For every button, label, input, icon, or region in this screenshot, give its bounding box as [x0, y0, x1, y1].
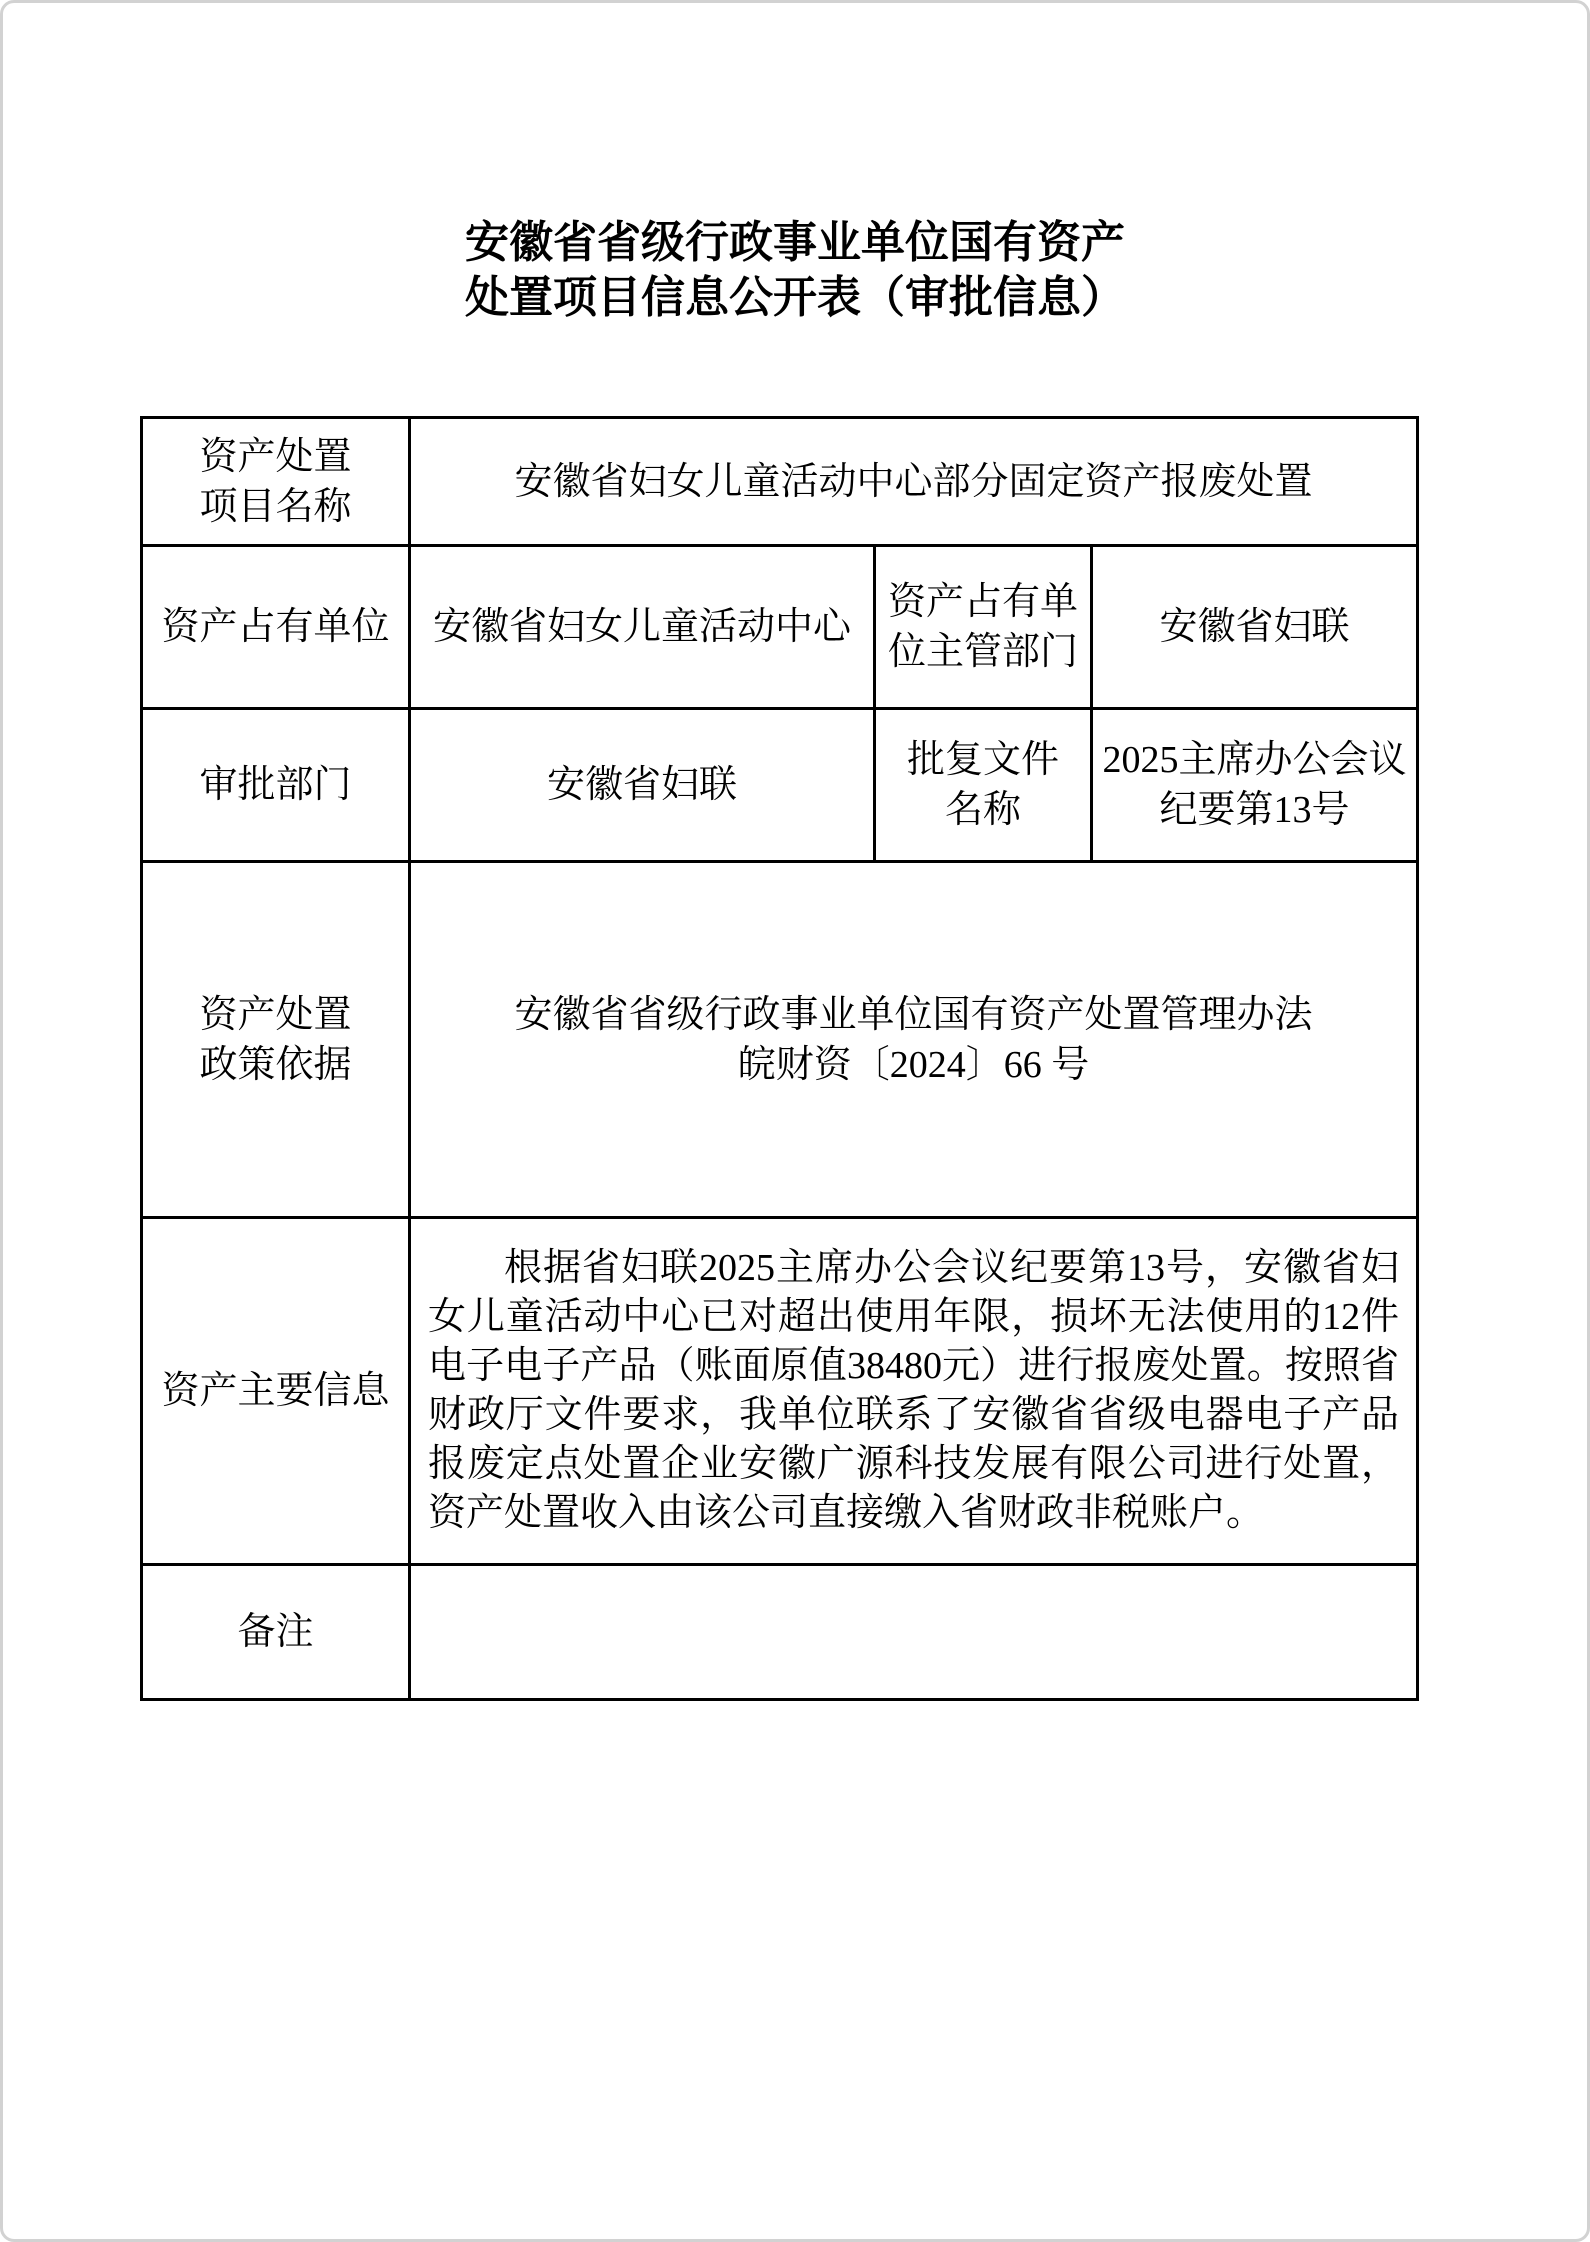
label-line: 批复文件	[906, 739, 1059, 781]
label-line: 名称	[944, 789, 1021, 831]
supervisor-dept-label	[875, 546, 1092, 709]
value-line: 安徽省省级行政事业单位国有资产处置管理办法	[514, 993, 1313, 1036]
occupying-unit-value: 安徽省妇女儿童活动中心	[410, 546, 875, 709]
page-title-line-1: 安徽省省级行政事业单位国有资产	[465, 218, 1125, 267]
asset-info-paragraph: 根据省妇联2025主席办公会议纪要第13号，安徽省妇女儿童活动中心已对超出使用年限，损坏无法使用的12件电子电子产品（账面原值38480元）进行报废处置。按照省财政厅文件要求，我单位联系了安徽省省级电器电子产品报废定点处置企业安徽广源科技发展有限公司进行处置，资产处置收入由该公司直接缴入省财政非税账户。	[428, 1247, 1400, 1534]
row-remarks	[142, 1565, 1418, 1700]
info-table	[140, 416, 1419, 1701]
value-line: 皖财资〔2024〕66 号	[737, 1043, 1090, 1086]
approval-doc-value	[1092, 709, 1418, 862]
row-policy-basis	[142, 862, 1418, 1218]
row-approval-dept	[142, 709, 1418, 862]
label-line: 项目名称	[199, 485, 352, 528]
label-line: 资产占有单	[887, 581, 1078, 623]
occupying-unit-label: 资产占有单位	[142, 546, 410, 709]
remarks-value	[410, 1565, 1418, 1700]
policy-basis-value	[410, 862, 1418, 1218]
label-line: 资产处置	[199, 435, 352, 478]
asset-info-label: 资产主要信息	[142, 1218, 410, 1565]
value-line: 2025主席办公会议	[1102, 739, 1407, 781]
project-name-value: 安徽省妇女儿童活动中心部分固定资产报废处置	[410, 418, 1418, 546]
label-line: 政策依据	[199, 1043, 352, 1086]
label-line: 资产处置	[199, 993, 352, 1036]
asset-info-value	[410, 1218, 1418, 1565]
approval-doc-label	[875, 709, 1092, 862]
row-project-name	[142, 418, 1418, 546]
policy-basis-label	[142, 862, 410, 1218]
page-title-line-2: 处置项目信息公开表（审批信息）	[465, 273, 1125, 322]
approval-dept-label: 审批部门	[142, 709, 410, 862]
label-line: 位主管部门	[887, 631, 1078, 673]
project-name-label	[142, 418, 410, 546]
approval-dept-value: 安徽省妇联	[410, 709, 875, 862]
supervisor-dept-value: 安徽省妇联	[1092, 546, 1418, 709]
row-occupying-unit	[142, 546, 1418, 709]
row-asset-info	[142, 1218, 1418, 1565]
value-line: 纪要第13号	[1159, 789, 1350, 831]
remarks-label: 备注	[142, 1565, 410, 1700]
page-title	[3, 215, 1587, 325]
